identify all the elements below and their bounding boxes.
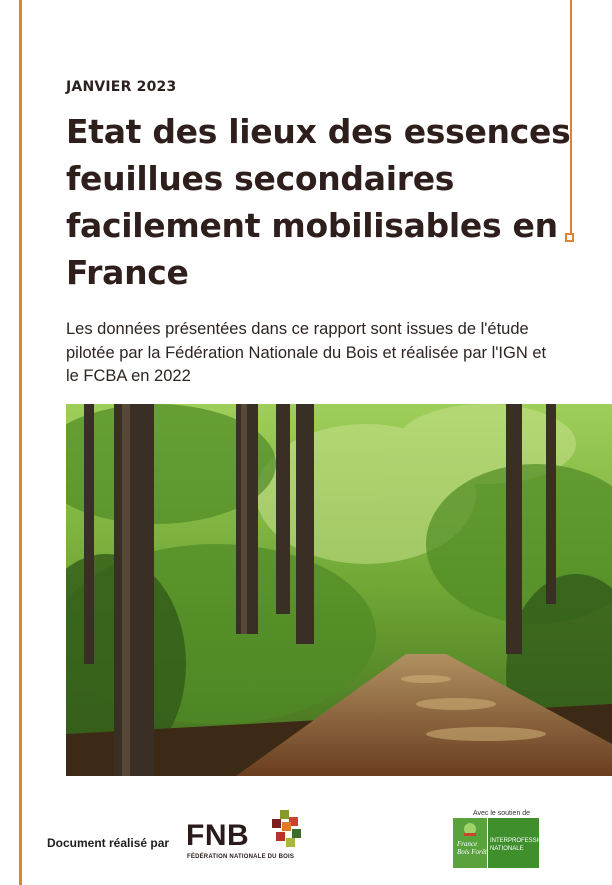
fbf-logo-left-text: France Bois Forêt bbox=[457, 840, 487, 856]
fnb-logo bbox=[186, 810, 306, 864]
fnb-logo-subtitle: FÉDÉRATION NATIONALE DU BOIS bbox=[187, 854, 295, 860]
made-by-label: Document réalisé par bbox=[47, 836, 170, 850]
report-subtitle: Les données présentées dans ce rapport sont issues de l'étude pilotée par la Fédération Nationale du Bois et réalisée par l'IGN et le FCBA en 2022 bbox=[66, 320, 547, 385]
support-label: Avec le soutien de bbox=[473, 810, 531, 817]
fbf-tree-logo-icon bbox=[461, 822, 479, 838]
forest-path-photo bbox=[66, 404, 612, 776]
fbf-logo-right-text: INTERPROFESSION NATIONALE bbox=[490, 838, 548, 852]
france-bois-foret-logo bbox=[453, 818, 548, 868]
fnb-logo-text: FNB bbox=[186, 819, 250, 852]
accent-rule-left bbox=[19, 0, 22, 885]
fnb-cubes-logo-icon bbox=[268, 810, 302, 848]
report-title: Etat des lieux des essences feuillues secondaires facilement mobilisables en France bbox=[66, 112, 571, 292]
report-date: JANVIER 2023 bbox=[66, 79, 177, 95]
